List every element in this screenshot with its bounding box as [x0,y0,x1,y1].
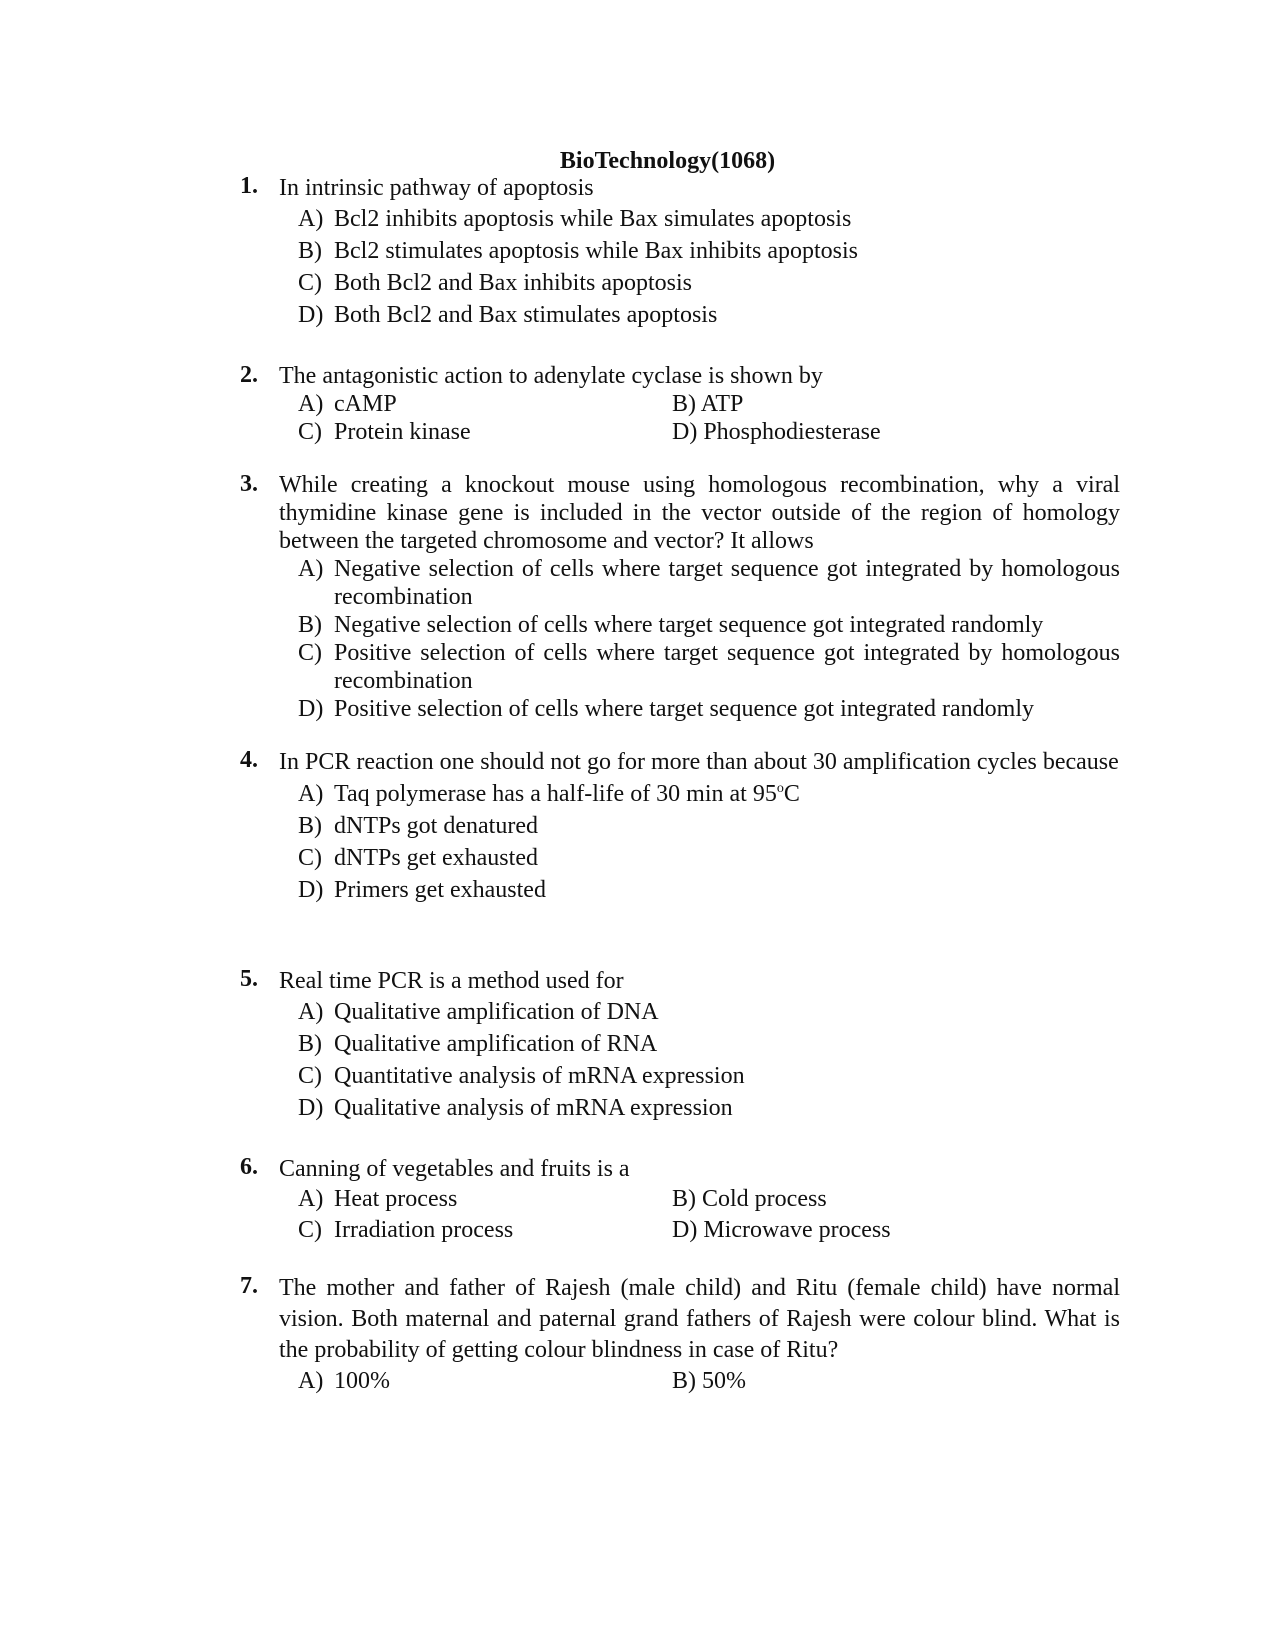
options-grid [298,1184,1120,1246]
option-text: Qualitative amplification of RNA [334,1031,658,1057]
option-label: D) [672,1217,698,1243]
option-a [298,555,1120,611]
option-text: 50% [702,1368,746,1394]
option-text: 100% [334,1368,390,1394]
option-text: Taq polymerase has a half-life of 30 min at 95 [334,781,777,807]
option-label: C) [298,270,322,296]
option-a [298,390,672,418]
option-text: cAMP [334,391,397,417]
option-d [298,1092,1120,1124]
question-text: The mother and father of Rajesh (male child) and Ritu (female child) have normal vision. Both maternal and paternal grand fathers of Rajesh were colour blind. What is the probability of getting colour blindness in case of Ritu? [279,1275,1120,1363]
option-label: C) [298,640,322,666]
option-c [298,1060,1120,1092]
option-label: B) [298,612,322,638]
option-label: A) [298,556,324,582]
option-c [298,267,1120,299]
option-text: Positive selection of cells where target sequence got integrated randomly [334,696,1034,722]
option-label: D) [298,1095,324,1121]
question-number: 7. [240,1273,258,1299]
option-a [298,778,1120,810]
option-label: A) [298,206,324,232]
option-b [672,1366,972,1397]
option-label: A) [298,1186,324,1212]
option-label: B) [298,1031,322,1057]
option-text-suffix: C [783,781,800,807]
options-grid [298,1366,1120,1397]
option-d [672,1215,972,1246]
option-b [672,1184,972,1215]
option-text: Qualitative analysis of mRNA expression [334,1095,733,1121]
question-number: 1. [240,173,258,199]
question-number: 5. [240,966,258,992]
option-text: Protein kinase [334,419,471,445]
option-label: C) [298,1063,322,1089]
option-label: B) [672,391,696,417]
option-text: Microwave process [703,1217,891,1243]
option-label: B) [672,1186,696,1212]
question-3 [240,471,1120,723]
option-label: B) [298,238,322,264]
option-text: Both Bcl2 and Bax inhibits apoptosis [334,270,692,296]
option-label: C) [298,1217,322,1243]
question-1 [240,173,1120,331]
option-text: Bcl2 inhibits apoptosis while Bax simulates apoptosis [334,206,852,232]
option-label: D) [298,302,324,328]
option-text: Bcl2 stimulates apoptosis while Bax inhibits apoptosis [334,238,858,264]
option-label: D) [672,419,698,445]
option-text: Irradiation process [334,1217,514,1243]
option-label: D) [298,877,324,903]
question-2 [240,362,1120,446]
option-d [298,299,1120,331]
option-text: dNTPs got denatured [334,813,538,839]
options-grid [298,390,1120,446]
option-d [298,874,1120,906]
option-a [298,996,1120,1028]
option-a [298,203,1120,235]
option-text: Quantitative analysis of mRNA expression [334,1063,745,1089]
option-label: C) [298,419,322,445]
option-label: A) [298,391,324,417]
option-c [298,842,1120,874]
option-text: Primers get exhausted [334,877,546,903]
option-c [298,639,1120,695]
option-label: A) [298,999,324,1025]
question-6 [240,1154,1120,1246]
option-text: Heat process [334,1186,458,1212]
question-text: In intrinsic pathway of apoptosis [279,175,594,201]
option-b [672,390,972,418]
option-text: ATP [700,391,744,417]
option-text: Qualitative amplification of DNA [334,999,659,1025]
page-title: BioTechnology(1068) [559,148,776,174]
option-d [672,418,972,446]
question-text: While creating a knockout mouse using homologous recombination, why a viral thymidine kinase gene is included in the vector outside of the region of homology between the targeted chromosome and vector? It allows [279,472,1120,554]
option-label: A) [298,781,324,807]
question-text: Canning of vegetables and fruits is a [279,1156,630,1182]
option-a [298,1366,672,1397]
question-5 [240,966,1120,1124]
option-text: Positive selection of cells where target sequence got integrated by homologous recombination [334,640,1120,694]
question-4 [240,747,1120,906]
option-text: Both Bcl2 and Bax stimulates apoptosis [334,302,718,328]
option-text: Negative selection of cells where target sequence got integrated by homologous recombination [334,556,1120,610]
option-a [298,1184,672,1215]
option-b [298,611,1120,639]
option-label: C) [298,845,322,871]
option-text: Phosphodiesterase [703,419,881,445]
option-text: dNTPs get exhausted [334,845,538,871]
option-d [298,695,1120,723]
option-label: D) [298,696,324,722]
question-number: 4. [240,747,258,773]
question-number: 3. [240,471,258,497]
question-text: In PCR reaction one should not go for more than about 30 amplification cycles because [279,749,1119,775]
option-label: B) [298,813,322,839]
question-text: Real time PCR is a method used for [279,968,624,994]
option-c [298,1215,672,1246]
question-number: 6. [240,1154,258,1180]
option-b [298,810,1120,842]
option-b [298,235,1120,267]
option-label: B) [672,1368,696,1394]
option-text: Negative selection of cells where target sequence got integrated randomly [334,612,1044,638]
question-text: The antagonistic action to adenylate cyclase is shown by [279,363,823,389]
option-c [298,418,672,446]
question-number: 2. [240,362,258,388]
degree-superscript: o [776,781,784,796]
option-text: Cold process [702,1186,827,1212]
option-b [298,1028,1120,1060]
question-7 [240,1273,1120,1397]
option-label: A) [298,1368,324,1394]
